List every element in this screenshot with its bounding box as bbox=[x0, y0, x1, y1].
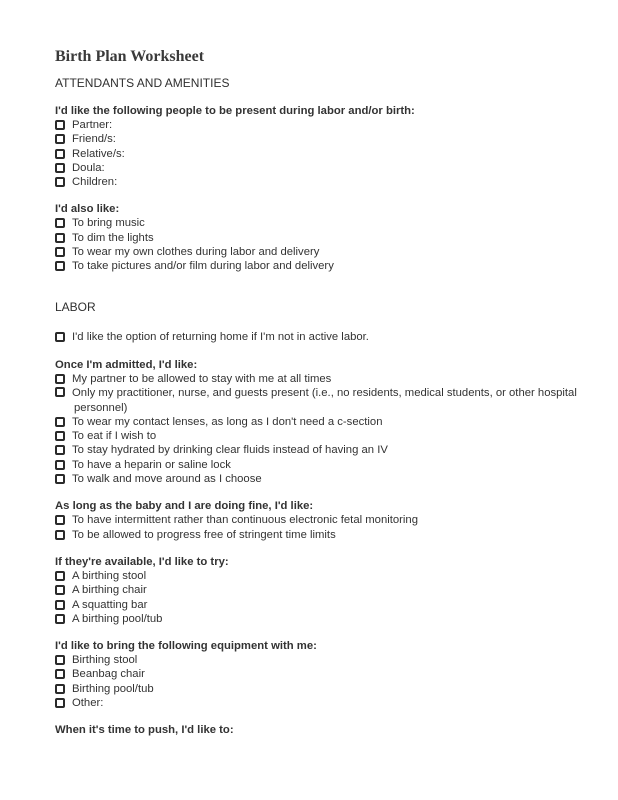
option-eat[interactable] bbox=[55, 429, 578, 443]
option-intermittent-monitoring[interactable] bbox=[55, 513, 578, 527]
checkbox[interactable] bbox=[55, 332, 65, 342]
option-label: Relative/s: bbox=[72, 147, 125, 160]
group-heading: I'd like the following people to be present during labor and/or birth: bbox=[55, 105, 415, 117]
checkbox[interactable] bbox=[55, 233, 65, 243]
checkbox[interactable] bbox=[55, 431, 65, 441]
checkbox[interactable] bbox=[55, 669, 65, 679]
group-heading: I'd like to bring the following equipment with me: bbox=[55, 640, 317, 653]
document-title: Birth Plan Worksheet bbox=[55, 48, 205, 65]
option-dim-lights[interactable] bbox=[55, 231, 578, 245]
option-equip-other[interactable] bbox=[55, 696, 578, 710]
option-label: To eat if I wish to bbox=[72, 430, 157, 443]
option-contact-lenses[interactable] bbox=[55, 415, 578, 429]
checkbox[interactable] bbox=[55, 134, 65, 144]
option-label: A birthing stool bbox=[72, 569, 147, 582]
checkbox[interactable] bbox=[55, 684, 65, 694]
option-doula[interactable] bbox=[55, 161, 578, 175]
option-children[interactable] bbox=[55, 175, 578, 189]
option-label: To have a heparin or saline lock bbox=[72, 458, 231, 471]
section-heading-labor: LABOR bbox=[55, 299, 96, 314]
option-partner-stay[interactable] bbox=[55, 372, 578, 386]
option-birthing-pool[interactable] bbox=[55, 612, 578, 626]
option-relatives[interactable] bbox=[55, 147, 578, 161]
option-label: Only my practitioner, nurse, and guests present (i.e., no residents, medical students, or other hospital personnel) bbox=[72, 387, 577, 414]
checkbox[interactable] bbox=[55, 261, 65, 271]
checkbox[interactable] bbox=[55, 445, 65, 455]
checkbox[interactable] bbox=[55, 218, 65, 228]
option-label: Beanbag chair bbox=[72, 668, 145, 681]
option-only-practitioner[interactable] bbox=[55, 386, 578, 415]
option-music[interactable] bbox=[55, 216, 578, 230]
group-baby-fine bbox=[55, 499, 578, 542]
option-own-clothes[interactable] bbox=[55, 245, 578, 259]
group-also-like bbox=[55, 202, 578, 273]
checkbox[interactable] bbox=[55, 530, 65, 540]
checkbox[interactable] bbox=[55, 247, 65, 257]
option-partner[interactable] bbox=[55, 118, 578, 132]
option-label: A birthing chair bbox=[72, 584, 147, 597]
option-label: To dim the lights bbox=[72, 231, 154, 244]
option-label: A squatting bar bbox=[72, 598, 148, 611]
checkbox[interactable] bbox=[55, 571, 65, 581]
option-label: Birthing pool/tub bbox=[72, 682, 154, 695]
checkbox[interactable] bbox=[55, 387, 65, 397]
option-friends[interactable] bbox=[55, 132, 578, 146]
option-label: To wear my contact lenses, as long as I don't need a c-section bbox=[72, 415, 383, 428]
option-squatting-bar[interactable] bbox=[55, 598, 578, 612]
option-label: To be allowed to progress free of stringent time limits bbox=[72, 528, 336, 541]
checkbox[interactable] bbox=[55, 655, 65, 665]
checkbox[interactable] bbox=[55, 600, 65, 610]
option-birthing-chair[interactable] bbox=[55, 583, 578, 597]
group-equipment bbox=[55, 639, 578, 710]
option-label: To stay hydrated by drinking clear fluids instead of having an IV bbox=[72, 444, 388, 457]
checkbox[interactable] bbox=[55, 374, 65, 384]
option-label: Other: bbox=[72, 697, 104, 710]
option-label: My partner to be allowed to stay with me at all times bbox=[72, 372, 332, 385]
checkbox[interactable] bbox=[55, 515, 65, 525]
checkbox[interactable] bbox=[55, 177, 65, 187]
option-heparin-lock[interactable] bbox=[55, 458, 578, 472]
option-label: To take pictures and/or film during labor and delivery bbox=[72, 260, 334, 273]
checkbox[interactable] bbox=[55, 149, 65, 159]
option-pictures[interactable] bbox=[55, 259, 578, 273]
checkbox[interactable] bbox=[55, 474, 65, 484]
group-people-present bbox=[55, 104, 578, 189]
group-admitted bbox=[55, 358, 578, 486]
option-hydrated[interactable] bbox=[55, 443, 578, 457]
option-label: Partner: bbox=[72, 119, 113, 131]
checkbox[interactable] bbox=[55, 163, 65, 173]
option-return-home[interactable] bbox=[55, 330, 578, 344]
checkbox[interactable] bbox=[55, 417, 65, 427]
option-label: Birthing stool bbox=[72, 654, 138, 667]
option-label: To wear my own clothes during labor and delivery bbox=[72, 246, 320, 259]
option-label: Friend/s: bbox=[72, 133, 116, 146]
option-label: Doula: bbox=[72, 161, 105, 174]
checkbox[interactable] bbox=[55, 698, 65, 708]
option-label: To walk and move around as I choose bbox=[72, 473, 262, 486]
group-heading: Once I'm admitted, I'd like: bbox=[55, 358, 198, 371]
option-label: To have intermittent rather than continuous electronic fetal monitoring bbox=[72, 514, 418, 527]
option-label: I'd like the option of returning home if I'm not in active labor. bbox=[72, 330, 369, 343]
group-heading: If they're available, I'd like to try: bbox=[55, 555, 229, 568]
checkbox[interactable] bbox=[55, 120, 65, 130]
checkbox[interactable] bbox=[55, 460, 65, 470]
group-heading-push: When it's time to push, I'd like to: bbox=[55, 724, 234, 737]
group-try bbox=[55, 555, 578, 626]
option-equip-beanbag[interactable] bbox=[55, 667, 578, 681]
option-birthing-stool[interactable] bbox=[55, 569, 578, 583]
option-walk-around[interactable] bbox=[55, 472, 578, 486]
group-heading: As long as the baby and I are doing fine, I'd like: bbox=[55, 500, 314, 513]
group-heading: I'd also like: bbox=[55, 203, 120, 216]
option-label: To bring music bbox=[72, 217, 145, 230]
option-label: Children: bbox=[72, 176, 118, 189]
option-no-time-limits[interactable] bbox=[55, 528, 578, 542]
section-heading-attendants: ATTENDANTS AND AMENITIES bbox=[55, 76, 230, 90]
option-equip-pool[interactable] bbox=[55, 682, 578, 696]
option-label: A birthing pool/tub bbox=[72, 612, 163, 625]
option-equip-stool[interactable] bbox=[55, 653, 578, 667]
checkbox[interactable] bbox=[55, 614, 65, 624]
checkbox[interactable] bbox=[55, 585, 65, 595]
